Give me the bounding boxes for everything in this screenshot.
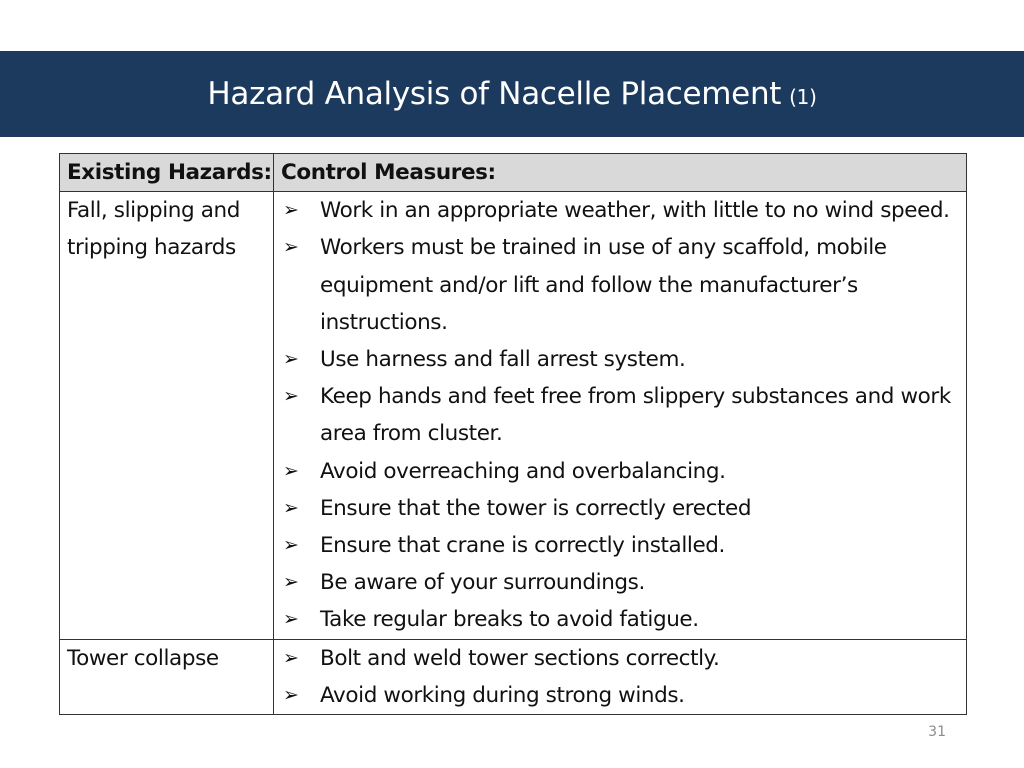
page-number: 31 (928, 724, 946, 740)
arrowhead-bullet-icon: ➢ (283, 608, 299, 631)
list-item (281, 378, 966, 452)
list-item (281, 677, 966, 714)
arrowhead-bullet-icon: ➢ (283, 236, 299, 259)
arrowhead-bullet-icon: ➢ (283, 534, 299, 557)
slide-title-suffix: (1) (789, 85, 817, 109)
list-item (281, 564, 966, 601)
table-row (60, 639, 967, 714)
list-item (281, 453, 966, 490)
arrowhead-bullet-icon: ➢ (283, 199, 299, 222)
hazard-cell: Tower collapse (60, 639, 274, 714)
measure-text: Ensure that the tower is correctly erected (320, 495, 752, 521)
slide-title (207, 76, 816, 112)
measure-text: Work in an appropriate weather, with little to no wind speed. (320, 198, 950, 224)
hazard-cell: Fall, slipping and tripping hazards (60, 192, 274, 639)
measure-text: Keep hands and feet free from slippery substances and work area from cluster. (320, 384, 951, 447)
measure-text: Bolt and weld tower sections correctly. (320, 645, 720, 671)
measure-list (281, 640, 966, 714)
list-item (281, 490, 966, 527)
list-item (281, 527, 966, 564)
measure-text: Take regular breaks to avoid fatigue. (320, 607, 699, 633)
measure-text: Workers must be trained in use of any scaffold, mobile equipment and/or lift and follow the manufacturer’s instructions. (320, 235, 887, 335)
list-item (281, 229, 966, 341)
measure-text: Avoid overreaching and overbalancing. (320, 458, 726, 484)
arrowhead-bullet-icon: ➢ (283, 571, 299, 594)
arrowhead-bullet-icon: ➢ (283, 459, 299, 482)
table-header-row (60, 154, 967, 192)
arrowhead-bullet-icon: ➢ (283, 385, 299, 408)
arrowhead-bullet-icon: ➢ (283, 348, 299, 371)
arrowhead-bullet-icon: ➢ (283, 683, 299, 706)
control-cell (274, 192, 967, 639)
measure-text: Be aware of your surroundings. (320, 570, 645, 596)
hazard-table (59, 153, 967, 715)
list-item (281, 601, 966, 638)
measure-text: Use harness and fall arrest system. (320, 347, 686, 373)
control-cell (274, 639, 967, 714)
slide-title-main: Hazard Analysis of Nacelle Placement (207, 76, 782, 112)
list-item (281, 341, 966, 378)
arrowhead-bullet-icon: ➢ (283, 646, 299, 669)
list-item (281, 640, 966, 677)
title-bar (0, 51, 1024, 137)
table-row (60, 192, 967, 639)
measure-text: Ensure that crane is correctly installed. (320, 533, 725, 559)
header-existing-hazards: Existing Hazards: (60, 154, 274, 192)
measure-text: Avoid working during strong winds. (320, 682, 685, 708)
header-control-measures: Control Measures: (274, 154, 967, 192)
list-item (281, 192, 966, 229)
measure-list (281, 192, 966, 638)
arrowhead-bullet-icon: ➢ (283, 496, 299, 519)
